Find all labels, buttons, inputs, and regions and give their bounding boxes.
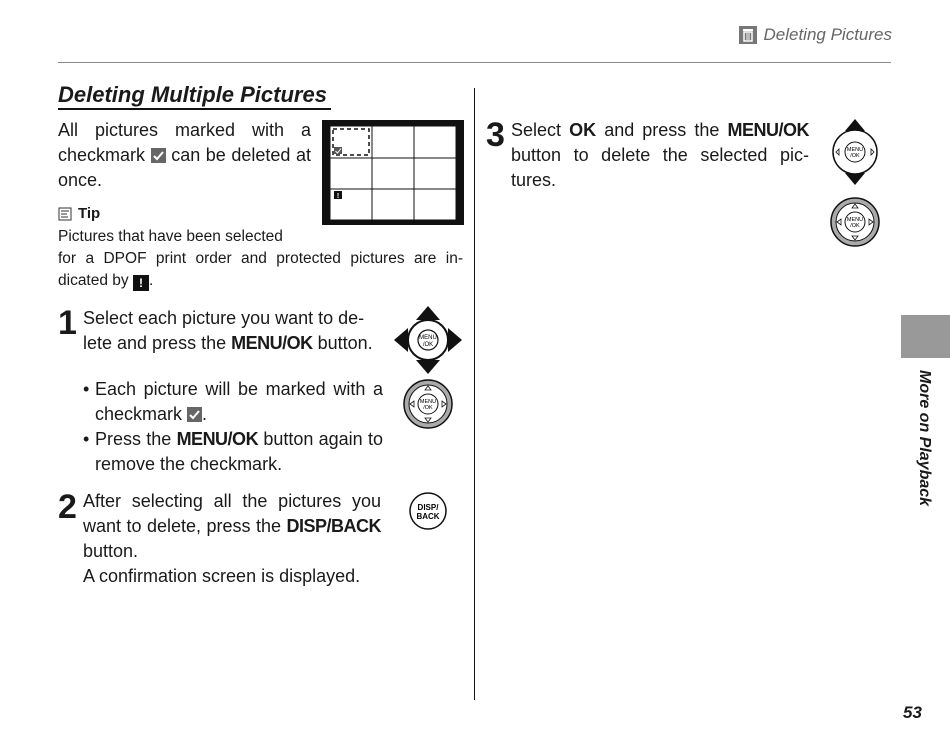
tip-first-line: Pictures that have been selected [58,228,283,245]
step-2-line-a: After selecting all the pictures you want to delete, press the [83,491,381,536]
column-divider [474,88,475,700]
svg-text:DISP/: DISP/ [417,503,439,512]
step-3-text [511,118,809,193]
tip-body [58,226,463,292]
menu-ok-key-label: MENU/OK [176,429,259,449]
svg-text:/OK: /OK [423,405,433,411]
bullet-2-b: button again to remove the checkmark. [95,429,383,474]
step-1-number: 1 [58,304,77,342]
bullet-1-end: . [202,404,208,424]
step-2-confirmation: A confirmation screen is displayed. [83,566,361,586]
protect-icon: ! [133,275,149,291]
disp-back-key-label: DISP/BACK [286,516,381,536]
step-1-text [83,306,383,356]
running-header [739,25,892,45]
checkmark-icon [151,148,166,163]
trash-icon [739,26,757,44]
grid-cells [330,126,456,220]
side-tab [901,315,950,358]
header-rule [58,62,891,63]
step-3-b: and press the [604,120,720,140]
step-1-line-b: button. [317,333,373,353]
disp-back-button-icon [408,491,448,531]
tip-icon [58,207,72,221]
list-item [83,377,383,427]
step-1-bullets [83,377,383,477]
page-number: 53 [903,703,922,722]
header-title-text: Deleting Pictures [763,25,892,44]
selector-arrows-icon [394,306,462,374]
step-3-c: button to delete the selected pic-tures. [511,145,809,190]
menu-ok-key-label: MENU/OK [727,120,809,140]
step-1-line-a: Select each picture you want to de-lete and press the [83,308,365,353]
tip-end: . [148,272,154,289]
step-2-line-b: button. [83,541,139,561]
tip-label: Tip [78,205,101,222]
svg-text:BACK: BACK [416,512,440,521]
svg-text:MENU: MENU [846,147,864,153]
step-3-number: 3 [486,116,505,154]
bullet-2-a: Press the [95,429,172,449]
checkmark-icon [187,407,202,422]
selector-dial-icon [829,196,881,248]
svg-text:MENU: MENU [419,335,437,341]
step-3-a: Select [511,120,562,140]
tip-rest: for a DPOF print order and protected pictures are in-dicated by [58,250,463,289]
side-label [901,370,950,530]
svg-text:/OK: /OK [422,342,434,348]
step-2-number: 2 [58,488,77,526]
svg-text:/OK: /OK [850,153,860,159]
grid-checkmark-icon [334,147,342,154]
step-2-text [83,489,381,564]
svg-text:MENU: MENU [419,399,437,405]
section-title: Deleting Multiple Pictures [58,82,331,110]
intro-text-a: All pictures marked with a checkmark [58,120,311,165]
intro-text-b: can be deleted at once. [58,145,311,190]
selector-up-down-icon [829,119,881,185]
bullet-1-text: Each picture will be marked with a checkmark [95,379,383,424]
selector-dial-icon [402,378,454,430]
ok-label: OK [569,120,597,140]
list-item [83,427,383,477]
svg-text:!: ! [336,193,340,200]
intro-paragraph [58,118,311,193]
tip-heading [58,205,100,222]
side-label-text: More on Playback [915,370,933,507]
svg-text:/OK: /OK [850,223,860,229]
svg-text:MENU: MENU [846,217,864,223]
thumbnail-grid-figure [322,120,464,225]
grid-protect-icon [334,191,342,200]
menu-ok-key-label: MENU/OK [231,333,313,353]
